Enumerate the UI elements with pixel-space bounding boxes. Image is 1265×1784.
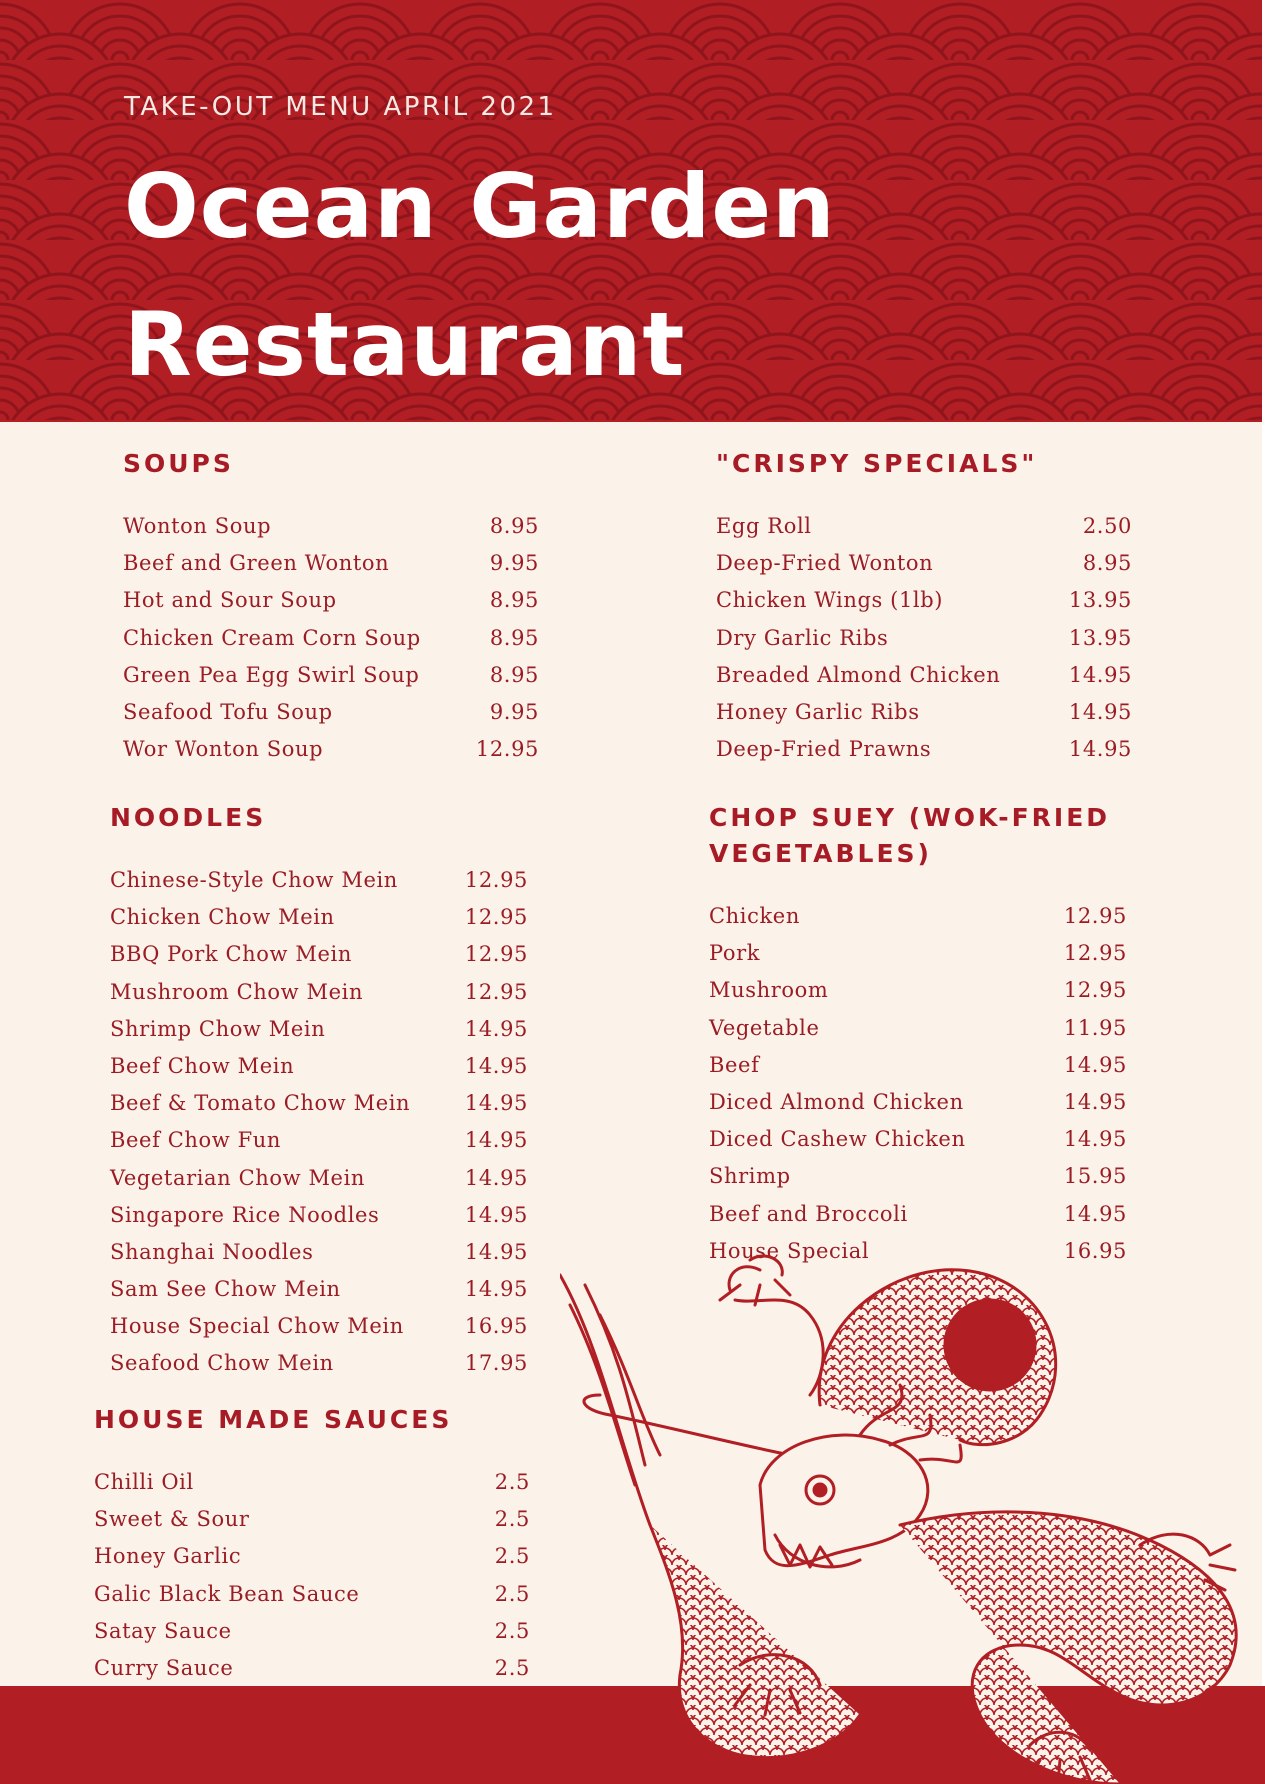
item-price: 12.95 xyxy=(475,737,539,762)
item-name: House Special Chow Mein xyxy=(110,1314,404,1339)
menu-item xyxy=(94,1464,530,1501)
item-price: 16.95 xyxy=(1063,1238,1127,1263)
menu-item xyxy=(110,1345,528,1382)
menu-item xyxy=(709,898,1127,935)
title-line-1: Ocean Garden xyxy=(124,155,836,258)
menu-item xyxy=(123,731,539,768)
item-name: Seafood Chow Mein xyxy=(110,1351,334,1376)
menu-item xyxy=(709,972,1127,1009)
menu-item xyxy=(716,657,1132,694)
item-name: Chinese-Style Chow Mein xyxy=(110,868,398,892)
item-price: 2.5 xyxy=(494,1655,530,1680)
item-name: Hot and Sour Soup xyxy=(123,588,337,613)
item-name: Shrimp xyxy=(709,1164,791,1189)
item-price: 14.95 xyxy=(1063,1089,1127,1114)
item-price: 2.5 xyxy=(494,1470,530,1494)
item-name: Pork xyxy=(709,941,761,966)
section-title: "CRISPY SPECIALS" xyxy=(716,449,1038,478)
item-price: 14.95 xyxy=(464,1239,528,1264)
item-price: 14.95 xyxy=(1063,1052,1127,1077)
item-name: Beef and Broccoli xyxy=(709,1201,908,1226)
item-price: 14.95 xyxy=(1068,699,1132,724)
menu-item xyxy=(110,936,528,973)
menu-item xyxy=(110,974,528,1011)
menu-item xyxy=(110,1085,528,1122)
section-title-line-2: VEGETABLES) xyxy=(709,839,932,868)
section-title xyxy=(709,800,1127,872)
menu-item xyxy=(123,545,539,582)
item-price: 14.95 xyxy=(1063,1127,1127,1152)
sauces-section xyxy=(94,1402,530,1687)
item-name: Deep-Fried Wonton xyxy=(716,551,934,576)
dragon-illustration xyxy=(560,1245,1265,1784)
menu-item xyxy=(94,1538,530,1575)
item-name: Galic Black Bean Sauce xyxy=(94,1581,360,1606)
item-price: 14.95 xyxy=(464,1091,528,1116)
item-name: Wor Wonton Soup xyxy=(123,737,324,762)
item-price: 14.95 xyxy=(464,1165,528,1190)
section-title: NOODLES xyxy=(110,803,267,832)
item-name: Beef xyxy=(709,1052,760,1077)
item-price: 14.95 xyxy=(464,1053,528,1078)
item-name: Wonton Soup xyxy=(123,514,272,538)
menu-item xyxy=(110,1197,528,1234)
item-name: Beef Chow Mein xyxy=(110,1053,295,1078)
item-price: 2.5 xyxy=(494,1581,530,1606)
menu-item xyxy=(709,1158,1127,1195)
item-price: 16.95 xyxy=(464,1314,528,1339)
item-price: 9.95 xyxy=(489,699,539,724)
menu-item xyxy=(123,620,539,657)
title-line-2: Restaurant xyxy=(124,293,686,396)
item-price: 8.95 xyxy=(489,588,539,613)
section-title: SOUPS xyxy=(123,449,234,478)
item-price: 9.95 xyxy=(489,551,539,576)
menu-item xyxy=(110,1234,528,1271)
item-price: 2.5 xyxy=(494,1544,530,1569)
item-name: Beef and Green Wonton xyxy=(123,551,390,576)
item-price: 11.95 xyxy=(1063,1015,1127,1040)
item-name: Shrimp Chow Mein xyxy=(110,1016,326,1041)
menu-item xyxy=(709,1084,1127,1121)
chop-suey-list xyxy=(709,898,1127,1270)
item-price: 12.95 xyxy=(464,979,528,1004)
item-price: 8.95 xyxy=(489,514,539,538)
menu-item xyxy=(94,1501,530,1538)
item-name: House Special xyxy=(709,1238,870,1263)
item-price: 14.95 xyxy=(464,1016,528,1041)
menu-subtitle: TAKE-OUT MENU APRIL 2021 xyxy=(124,92,557,122)
section-title: HOUSE MADE SAUCES xyxy=(94,1405,453,1434)
menu-item xyxy=(110,1160,528,1197)
item-name: BBQ Pork Chow Mein xyxy=(110,942,352,967)
item-price: 17.95 xyxy=(464,1351,528,1376)
menu-item xyxy=(110,1011,528,1048)
item-name: Honey Garlic xyxy=(94,1544,242,1569)
item-name: Deep-Fried Prawns xyxy=(716,737,932,762)
chop-suey-section xyxy=(709,800,1127,1270)
soups-list xyxy=(123,508,539,768)
item-name: Curry Sauce xyxy=(94,1655,234,1680)
menu-item xyxy=(709,1121,1127,1158)
menu-item xyxy=(110,1048,528,1085)
item-name: Chicken Wings (1lb) xyxy=(716,588,944,613)
item-price: 8.95 xyxy=(489,662,539,687)
item-price: 13.95 xyxy=(1068,588,1132,613)
item-name: Breaded Almond Chicken xyxy=(716,662,1001,687)
item-name: Beef & Tomato Chow Mein xyxy=(110,1091,411,1116)
item-name: Seafood Tofu Soup xyxy=(123,699,333,724)
menu-item xyxy=(110,1122,528,1159)
item-price: 12.95 xyxy=(464,942,528,967)
item-name: Satay Sauce xyxy=(94,1618,232,1643)
menu-item xyxy=(716,582,1132,619)
item-name: Honey Garlic Ribs xyxy=(716,699,920,724)
menu-item xyxy=(716,545,1132,582)
item-name: Mushroom Chow Mein xyxy=(110,979,364,1004)
item-price: 14.95 xyxy=(1068,737,1132,762)
menu-item xyxy=(94,1650,530,1687)
item-name: Diced Almond Chicken xyxy=(709,1089,964,1114)
item-price: 2.5 xyxy=(494,1618,530,1643)
item-name: Mushroom xyxy=(709,978,829,1003)
menu-item xyxy=(716,508,1132,545)
item-price: 14.95 xyxy=(464,1277,528,1302)
soups-section xyxy=(123,446,539,768)
item-price: 12.95 xyxy=(1063,978,1127,1003)
item-name: Green Pea Egg Swirl Soup xyxy=(123,662,420,687)
menu-item xyxy=(110,899,528,936)
item-name: Shanghai Noodles xyxy=(110,1239,314,1264)
menu-item xyxy=(110,1308,528,1345)
menu-item xyxy=(110,1271,528,1308)
item-name: Singapore Rice Noodles xyxy=(110,1202,380,1227)
item-name: Beef Chow Fun xyxy=(110,1128,282,1153)
item-name: Diced Cashew Chicken xyxy=(709,1127,966,1152)
menu-item xyxy=(709,1047,1127,1084)
menu-item xyxy=(110,862,528,899)
sauces-list xyxy=(94,1464,530,1687)
item-price: 14.95 xyxy=(464,1202,528,1227)
item-price: 14.95 xyxy=(1063,1201,1127,1226)
item-name: Chilli Oil xyxy=(94,1470,194,1494)
noodles-section xyxy=(110,800,528,1383)
item-name: Chicken xyxy=(709,904,800,928)
menu-item xyxy=(709,1196,1127,1233)
item-name: Dry Garlic Ribs xyxy=(716,625,889,650)
menu-item xyxy=(123,657,539,694)
item-name: Chicken Cream Corn Soup xyxy=(123,625,421,650)
item-price: 12.95 xyxy=(1063,941,1127,966)
item-price: 2.50 xyxy=(1082,514,1132,538)
item-name: Egg Roll xyxy=(716,514,812,538)
menu-item xyxy=(716,694,1132,731)
menu-item xyxy=(123,582,539,619)
menu-item xyxy=(709,935,1127,972)
noodles-list xyxy=(110,862,528,1383)
item-price: 2.5 xyxy=(494,1507,530,1532)
header-banner xyxy=(0,0,1262,422)
item-name: Sweet & Sour xyxy=(94,1507,250,1532)
menu-item xyxy=(123,508,539,545)
restaurant-name xyxy=(124,138,836,414)
item-price: 8.95 xyxy=(489,625,539,650)
item-price: 14.95 xyxy=(464,1128,528,1153)
item-price: 13.95 xyxy=(1068,625,1132,650)
item-price: 15.95 xyxy=(1063,1164,1127,1189)
section-title-line-1: CHOP SUEY (WOK-FRIED xyxy=(709,803,1111,832)
item-price: 8.95 xyxy=(1082,551,1132,576)
item-price: 12.95 xyxy=(1063,904,1127,928)
menu-item xyxy=(716,731,1132,768)
item-price: 12.95 xyxy=(464,905,528,930)
menu-item xyxy=(716,620,1132,657)
item-name: Chicken Chow Mein xyxy=(110,905,335,930)
crispy-list xyxy=(716,508,1132,768)
item-price: 14.95 xyxy=(1068,662,1132,687)
item-name: Sam See Chow Mein xyxy=(110,1277,341,1302)
menu-item xyxy=(94,1576,530,1613)
menu-item xyxy=(94,1613,530,1650)
item-name: Vegetarian Chow Mein xyxy=(110,1165,366,1190)
item-price: 12.95 xyxy=(464,868,528,892)
menu-item xyxy=(123,694,539,731)
item-name: Vegetable xyxy=(709,1015,820,1040)
crispy-specials-section xyxy=(716,446,1132,768)
menu-item xyxy=(709,1010,1127,1047)
